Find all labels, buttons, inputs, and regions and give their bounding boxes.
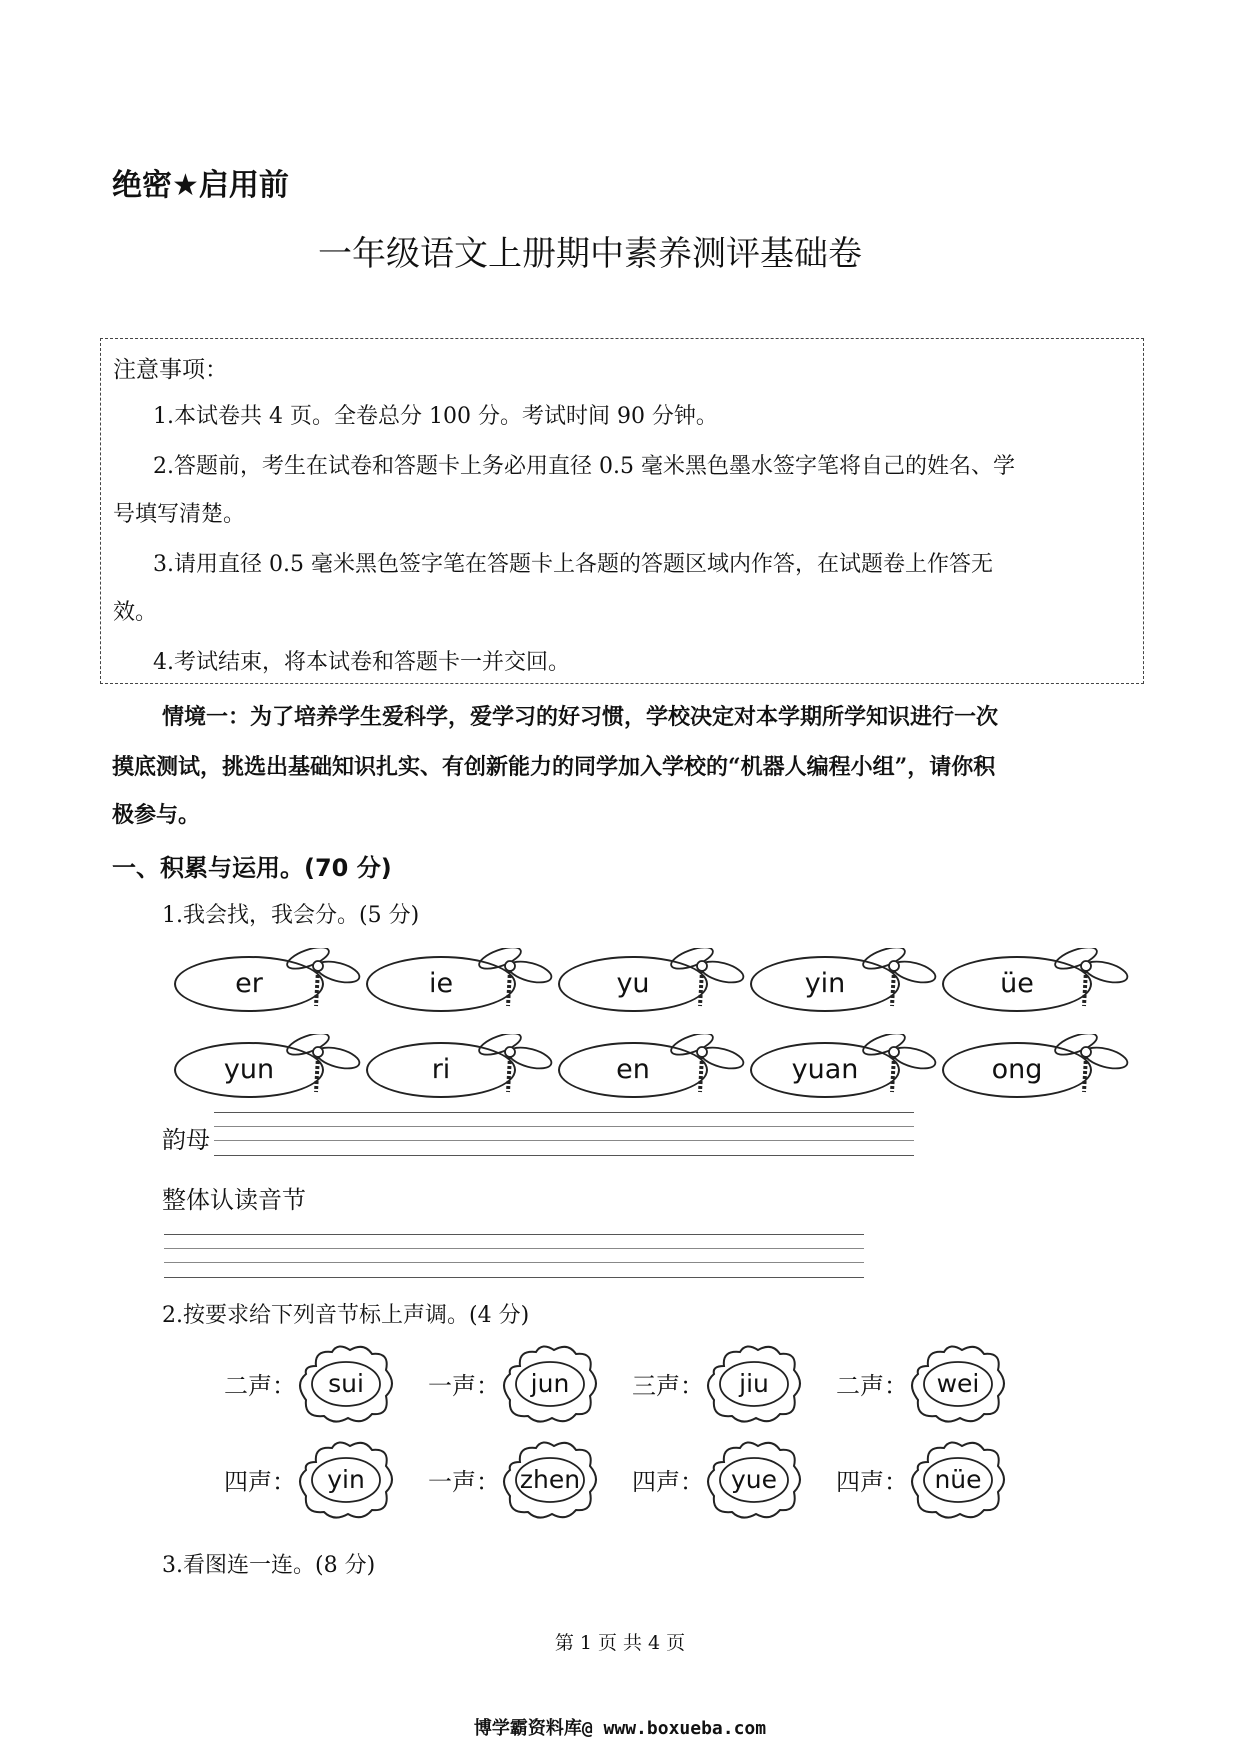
dragonfly-icon [284,1034,364,1104]
pinyin-text: yin [804,968,846,999]
dragonfly-icon [668,1034,748,1104]
syllable-text: sui [328,1369,364,1398]
tone-item[interactable] [836,1440,1016,1520]
tone-label: 四声： [632,1468,704,1496]
notice-item-2: 2.答题前，考生在试卷和答题卡上务必用直径 0.5 毫米黑色墨水签字笔将自己的姓名、学 [153,454,1015,479]
notice-item-3-cont: 效。 [113,600,158,625]
notice-item-2-cont: 号填写清楚。 [113,502,246,527]
pinyin-bubble [942,948,1132,1018]
scenario-line-2: 摸底测试，挑选出基础知识扎实、有创新能力的同学加入学校的“机器人编程小组”，请你积 [112,754,996,780]
pinyin-text: ie [428,968,454,999]
notice-item-1: 1.本试卷共 4 页。全卷总分 100 分。考试时间 90 分钟。 [153,404,718,429]
dragonfly-icon [668,948,748,1018]
syllable-text: jun [530,1369,570,1398]
syllable-text: zhen [519,1465,581,1494]
page-number: 第 1 页 共 4 页 [554,1632,686,1654]
tone-label: 二声： [224,1372,296,1400]
pinyin-text: er [235,968,263,999]
dragonfly-icon [860,948,940,1018]
dragonfly-icon [860,1034,940,1104]
tone-item[interactable] [224,1344,404,1424]
pinyin-text: üe [1000,968,1034,999]
tone-item[interactable] [428,1440,608,1520]
tone-item[interactable] [836,1344,1016,1424]
confidential-label: 绝密★启用前 [112,168,289,203]
pinyin-bubble [942,1034,1132,1104]
pinyin-bubble [750,948,940,1018]
syllable-text: yin [327,1465,365,1494]
section-1-title: 一、积累与运用。(70 分) [112,854,392,882]
notice-box [100,338,1144,684]
pinyin-text: en [616,1054,650,1085]
pinyin-bubble [174,1034,364,1104]
syllable-text: jiu [739,1369,769,1398]
whole-syllable-label: 整体认读音节 [162,1186,306,1214]
finals-label: 韵母 [162,1126,210,1154]
pinyin-text: yuan [791,1054,859,1085]
tone-label: 四声： [224,1468,296,1496]
notice-item-4: 4.考试结束，将本试卷和答题卡一并交回。 [153,650,570,675]
question-3-title: 3.看图连一连。(8 分) [162,1553,376,1578]
whole-syllable-answer-lines[interactable] [164,1234,864,1278]
tone-label: 三声： [632,1372,704,1400]
tone-item[interactable] [632,1440,812,1520]
finals-answer-lines[interactable] [214,1112,914,1156]
pinyin-text: ong [991,1054,1043,1085]
dragonfly-icon [1052,1034,1132,1104]
tone-label: 四声： [836,1468,908,1496]
pinyin-text: ri [431,1054,451,1085]
syllable-text: yue [730,1465,778,1494]
tone-label: 一声： [428,1372,500,1400]
syllable-text: wei [936,1369,980,1398]
dragonfly-icon [476,1034,556,1104]
pinyin-bubble [558,1034,748,1104]
page-title: 一年级语文上册期中素养测评基础卷 [318,234,862,274]
notice-heading: 注意事项： [113,357,228,383]
scenario-line-3: 极参与。 [112,802,201,828]
pinyin-bubble [558,948,748,1018]
pinyin-bubble [174,948,364,1018]
scenario-line-1: 情境一：为了培养学生爱科学，爱学习的好习惯，学校决定对本学期所学知识进行一次 [162,704,999,730]
tone-label: 二声： [836,1372,908,1400]
pinyin-text: yu [616,968,650,999]
tone-label: 一声： [428,1468,500,1496]
dragonfly-icon [284,948,364,1018]
question-1-title: 1.我会找，我会分。(5 分) [162,903,420,928]
notice-item-3: 3.请用直径 0.5 毫米黑色签字笔在答题卡上各题的答题区域内作答，在试题卷上作答无 [153,552,993,577]
dragonfly-icon [1052,948,1132,1018]
tone-item[interactable] [428,1344,608,1424]
syllable-text: nüe [934,1465,982,1494]
pinyin-text: yun [223,1054,275,1085]
pinyin-bubble [750,1034,940,1104]
pinyin-bubble [366,948,556,1018]
pinyin-bubble [366,1034,556,1104]
tone-item[interactable] [224,1440,404,1520]
watermark: 博学霸资料库@ www.boxueba.com [473,1718,767,1739]
dragonfly-icon [476,948,556,1018]
question-2-title: 2.按要求给下列音节标上声调。(4 分) [162,1303,530,1328]
tone-item[interactable] [632,1344,812,1424]
